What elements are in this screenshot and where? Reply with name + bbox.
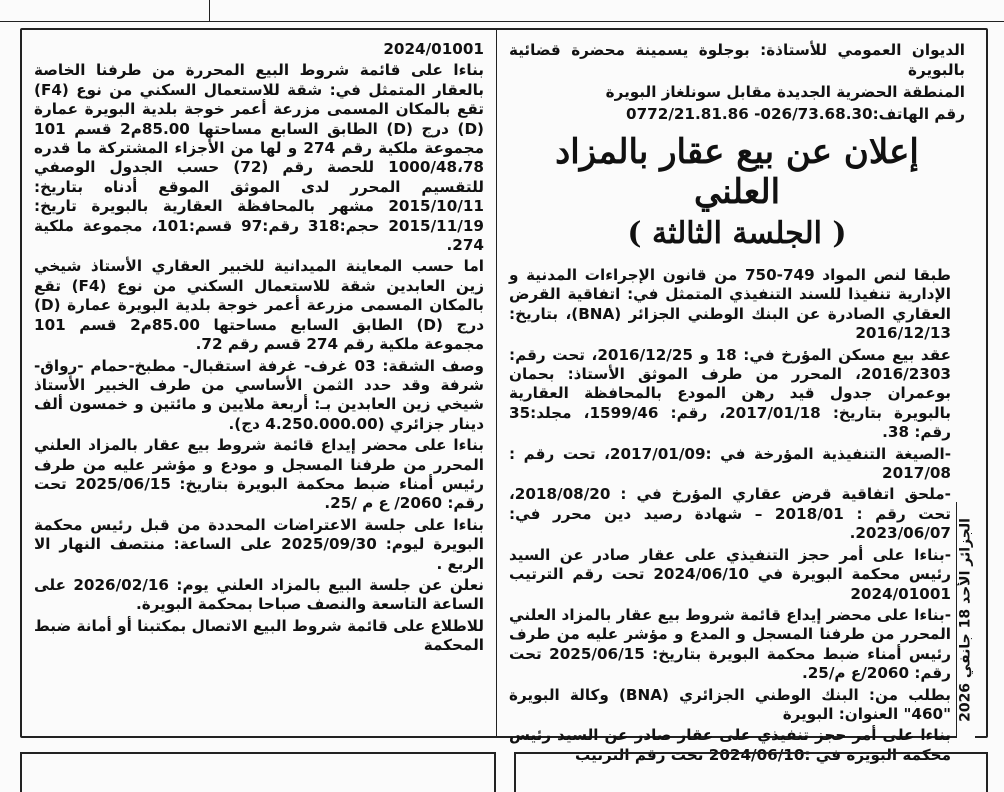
right-column: [497, 30, 975, 764]
right-paragraph-2: عقد بيع مسكن المؤرخ في: 18 و 2016/12/25، تحت رقم: 2016/2303، المحرر من طرف الموثق الأستاذ: بحمان بوعمران جدول قيد رهن المودع بالمحافظة العقارية بالبويرة بتاريخ: 2017/01/18، رقم: 1599/46، مجلد:35 رقم: 38.: [509, 345, 952, 442]
left-paragraph-5: بناءا على محضر إيداع قائمة شروط بيع عقار بالمزاد العلني المحرر من طرفنا المسجل و مودع و مؤشر عليه من طرف رئيس أمناء ضبط محكمة البويرة بتاريخ: 2025/06/15 تحت رقم: 2060/ ع م /25.: [34, 436, 484, 513]
bottom-left-box: [20, 752, 496, 792]
right-paragraph-8: بناءا على أمر حجز تنفيذي على عقار صادر عن السيد رئيس محكمة البويرة في :2024/06/10 تحت رقم الترتيب: [509, 726, 951, 764]
top-column-divider: [209, 0, 210, 21]
left-paragraph-7: نعلن عن جلسة البيع بالمزاد العلني يوم: 2026/02/16 على الساعة التاسعة والنصف صباحا بمحكمة البويرة.: [34, 575, 484, 614]
right-paragraph-7: بطلب من: البنك الوطني الجزائري (BNA) وكالة البويرة "460" العنوان: البويرة: [509, 685, 952, 723]
left-paragraph-1: 2024/01001: [383, 40, 484, 58]
left-paragraph-2: بناءا على قائمة شروط البيع المحررة من طرفنا الخاصة بالعقار المتمثل في: شقة للاستعمال السكني من نوع (F4) تقع بالمكان المسمى مزرعة أعمر خوجة بلدية البويرة عمارة (D) درج (D) الطابق السابع مساحتها 85.00م2 قسم 101 مجموعة ملكية رقم 274 و لها من الأجزاء المشتركة ما قدره 1000/48،78 للحصة رقم (72) حسب الجدول الوصفي للتقسيم المحرر لدى الموثق الموقع أدناه بتاريخ: 2015/10/11 مشهر بالمحافظة العقارية بالبويرة تاريخ: 2015/11/19 حجم:318 رقم:97 قسم:101، مجموعة ملكية 274.: [34, 61, 484, 255]
right-paragraph-6: -بناءا على محضر إيداع قائمة شروط بيع عقار بالمزاد العلني المحرر من طرفنا المسجل و المدع و مؤشر عليه من طرف رئيس أمناء ضبط محكمة البويرة بتاريخ: 2025/06/15 تحت رقم: 2060/ع م/25.: [509, 605, 951, 683]
office-name: الديوان العمومي للأستاذة: بوجلوة يسمينة محضرة قضائية بالبويرة: [509, 41, 965, 79]
office-address: المنطقة الحضرية الجديدة مقابل سونلغاز البويرة: [605, 83, 965, 101]
announcement-title: إعلان عن بيع عقار بالمزاد العلني: [555, 132, 919, 212]
office-phone: رقم الهاتف:026/73.68.30- 0772/21.81.86: [626, 105, 965, 123]
left-paragraph-3: اما حسب المعاينة الميدانية للخبير العقاري الأستاذ شيخي زين العابدين شقة للاستعمال السكني من نوع (F4) تقع بالمكان المسمى مزرعة أعمر خوجة بلدية البويرة عمارة (D) درج (D) الطابق السابع مساحتها 85.00م2 قسم 101 مجموعة ملكية رقم 274 قسم رقم 72.: [34, 257, 485, 354]
right-paragraph-3: -الصيغة التنفيذية المؤرخة في :2017/01/09، تحت رقم : 2017/08: [509, 444, 951, 483]
right-paragraph-1: طبقا لنص المواد 749-750 من قانون الإجراءات المدنية و الإدارية تنفيذا للسند التنفيذي المتمثل في: اتفاقية القرض العقاري الصادرة عن البنك الوطني الجزائر (BNA)، بتاريخ: 2016/12/13: [509, 266, 951, 343]
date-sidebar: [956, 502, 975, 738]
left-paragraph-8: للاطلاع على قائمة شروط البيع الاتصال بمكتبنا أو أمانة ضبط المحكمة: [34, 616, 484, 655]
office-header: [509, 40, 965, 124]
announcement-frame: [20, 28, 988, 764]
left-paragraph-6: بناءا على جلسة الاعتراضات المحددة من قبل رئيس محكمة البويرة ليوم: 2025/09/30 على الساعة: منتصف النهار الا الربع .: [34, 515, 484, 573]
left-paragraph-4: وصف الشقة: 03 غرف- غرفة استقبال- مطبخ-حمام -رواق- شرفة وقد حدد الثمن الأساسي من طرف الخبير الأستاذ شيخي زين العابدين بـ: أربعة ملايين و مائتين و خمسون ألف دينار جزائري (4.250.000.00 دج).: [34, 356, 484, 433]
right-body: [509, 266, 965, 765]
date-sidebar-text: الجزائر الأحد 18 جانفي 2026: [957, 518, 974, 722]
top-rule: [0, 21, 1004, 22]
announcement-subtitle: ( الجلسة الثالثة ): [627, 216, 847, 251]
bottom-right-box: [514, 752, 988, 792]
right-paragraph-4: -ملحق اتفاقية قرض عقاري المؤرخ في : 2018/08/20، تحت رقم : 2018/01 – شهادة رصيد دين محرر في: 2023/06/07.: [509, 485, 951, 543]
right-paragraph-5: -بناءا على أمر حجز التنفيذي على عقار صادر عن السيد رئيس محكمة البويرة في 2024/06/10 تحت رقم الترتيب 2024/01001: [509, 545, 951, 603]
left-column: [22, 30, 497, 736]
